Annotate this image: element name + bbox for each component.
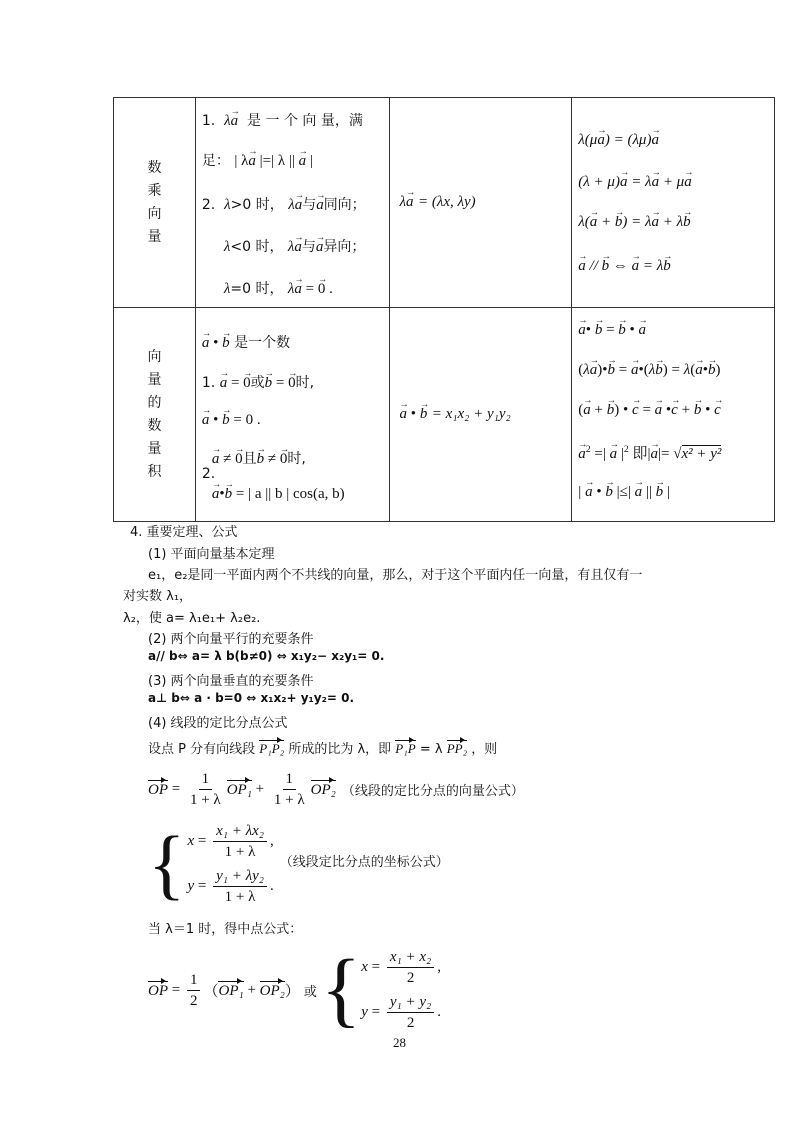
perpendicular-condition: a⊥ b⇔ a · b=0 ⇔ x₁x₂+ y₁y₂= 0. bbox=[148, 691, 355, 705]
page-number: 28 bbox=[393, 1035, 406, 1050]
laws-cell bbox=[572, 308, 775, 522]
definition-line: → a • → b = 0 . bbox=[202, 412, 261, 429]
subsection-heading: (2) 两个向量平行的充要条件 bbox=[148, 632, 314, 647]
law-line: λ(μ→ a) = (λμ)→ a bbox=[578, 132, 659, 149]
row-label-dot-product bbox=[114, 308, 196, 522]
row-label-scalar-multiplication bbox=[114, 98, 196, 308]
law-line: (→ a + → b) • → c = → a •→ c + → b • → c bbox=[578, 402, 720, 419]
definition-line: → a•→ b = | a || b | cos(a, b) bbox=[212, 486, 345, 503]
definition-line: → a ≠ → 0且→ b ≠ → 0时, bbox=[212, 448, 306, 468]
law-line: (λ→ a)•→ b = → a•(λ→ b) = λ(→ a•→ b) bbox=[578, 362, 720, 379]
definition-line: 足： | λ→ a |=| λ || → a | bbox=[202, 150, 313, 170]
label-char: 数 bbox=[147, 417, 162, 434]
left-brace: { bbox=[148, 820, 186, 907]
definition-cell bbox=[195, 308, 389, 522]
left-brace: { bbox=[320, 943, 362, 1036]
subsection-heading: (4) 线段的定比分点公式 bbox=[148, 716, 288, 731]
section-heading: 4. 重要定理、公式 bbox=[130, 525, 238, 540]
coordinate-division-formula: { x = $\frac{\text{x₁ + λx₂}}{1 + \lambda}$ , y = $\frac{\text{y₁ + λy₂}}{1 + \lambda}$ . （线段定比分点的坐标公式） bbox=[148, 820, 449, 907]
paragraph-line: e₁，e₂是同一平面内两个不共线的向量，那么，对于这个平面内任一向量，有且仅有一 bbox=[148, 568, 643, 583]
coordinate-formula: = (λx, λy) bbox=[418, 194, 476, 210]
parallel-condition: a// b⇔ a= λ b(b≠0) ⇔ x₁y₂− x₂y₁= 0. bbox=[148, 649, 385, 663]
laws-cell bbox=[572, 98, 775, 308]
label-char: 数 bbox=[147, 159, 162, 176]
label-char: 向 bbox=[147, 348, 162, 365]
law-line: → a // → b ⇔ → a = λ→ b bbox=[578, 258, 670, 275]
subsection-heading: (3) 两个向量垂直的充要条件 bbox=[148, 674, 314, 689]
label-char: 量 bbox=[147, 371, 162, 388]
vector-division-formula: OP = $\frac{1}{1 + \lambda}$ OP₁ + $\frac{1}{1 + \lambda}$ OP₂ （线段的定比分点的向量公式） bbox=[148, 771, 524, 808]
definition-line: λ<0 时， λ→ a与→ a异向； bbox=[224, 236, 366, 256]
law-line: (λ + μ)→ a = λ→ a + μ→ a bbox=[578, 174, 691, 191]
coordinate-formula-cell: λ→ a = (λx, λy) bbox=[389, 98, 572, 308]
definition-line: → a • → b 是一个数 bbox=[202, 332, 290, 352]
midpoint-intro: 当 λ＝1 时，得中点公式： bbox=[148, 922, 303, 937]
coordinate-formula: = x₁x₂ + y₁y₂ bbox=[431, 406, 511, 422]
paragraph-line: λ₂，使 a= λ₁e₁+ λ₂e₂. bbox=[123, 611, 261, 626]
paragraph-line: 对实数 λ₁， bbox=[123, 589, 193, 604]
definition-cell bbox=[195, 98, 389, 308]
definition-line: 1. λ→ a 是 一 个 向 量，满 bbox=[202, 110, 363, 130]
midpoint-formula: OP = $\frac{1}{2}$ （ OP₁ + OP₂ ） 或 { x = $\frac{\text{x₁ + x₂}}{2}$ , y = $\frac{\text{y₁ + y₂}}{2}$ . bbox=[148, 943, 442, 1036]
label-char: 的 bbox=[147, 394, 162, 411]
law-line: | → a • → b |≤| → a || → b | bbox=[578, 484, 670, 501]
division-point-intro: 设点 P 分有向线段 P₁P₂ 所成的比为 λ，即 P₁P = λ PP₂ ，则 bbox=[148, 741, 498, 757]
vector-operations-table bbox=[113, 97, 775, 522]
subsection-heading: (1) 平面向量基本定理 bbox=[148, 547, 275, 562]
definition-line: 2. λ>0 时， λ→ a与→ a同向； bbox=[202, 194, 366, 214]
label-char: 量 bbox=[147, 228, 162, 245]
label-char: 乘 bbox=[147, 182, 162, 199]
definition-prefix: 2. bbox=[201, 466, 216, 482]
coordinate-formula-cell: → a • → b = x₁x₂ + y₁y₂ bbox=[389, 308, 572, 522]
law-line: → a• → b = → b • → a bbox=[578, 322, 646, 339]
table-row-scalar-multiplication bbox=[114, 98, 775, 308]
table-row-dot-product bbox=[114, 308, 775, 522]
label-char: 积 bbox=[147, 463, 162, 480]
label-char: 向 bbox=[147, 205, 162, 222]
definition-line: 1. → a = → 0或→ b = → 0时, bbox=[202, 372, 314, 392]
definition-line: λ=0 时， λ→ a = → 0 . bbox=[224, 278, 333, 298]
law-line: → $a^2$ =| → a $|^2$ 即|→ a|= √x² + y² bbox=[578, 442, 721, 463]
law-line: λ(→ a + → b) = λ→ a + λ→ b bbox=[578, 214, 690, 231]
label-char: 量 bbox=[147, 440, 162, 457]
